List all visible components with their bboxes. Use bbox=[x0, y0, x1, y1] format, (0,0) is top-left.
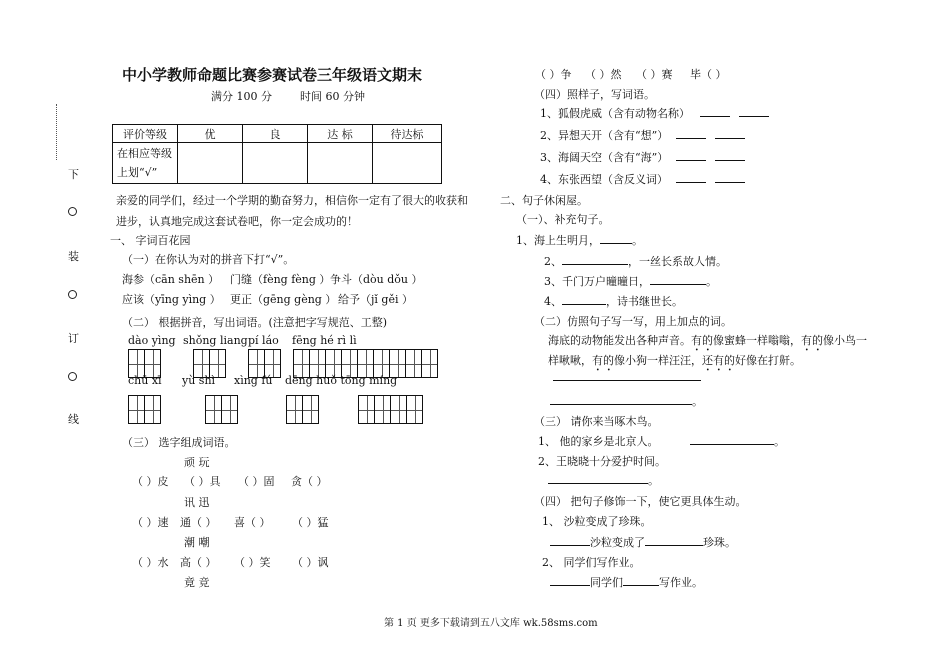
binding-circle bbox=[68, 372, 77, 381]
word-blank[interactable]: （ ）速 bbox=[132, 516, 169, 529]
passage-text: 像小狗一样汪汪， bbox=[614, 354, 702, 367]
answer-blank[interactable] bbox=[715, 182, 745, 183]
eval-cell-good[interactable] bbox=[243, 143, 308, 184]
word-blank[interactable]: （ ）讽 bbox=[292, 556, 329, 569]
pinyin-label: chū xī bbox=[128, 374, 162, 387]
answer-blank[interactable] bbox=[715, 138, 745, 139]
answer-line-wrap bbox=[548, 472, 659, 488]
binding-circle bbox=[68, 290, 77, 299]
eval-cell-excellent[interactable] bbox=[178, 143, 243, 184]
q4-item bbox=[540, 127, 745, 143]
side-char-ding: 订 bbox=[68, 332, 79, 345]
exam-time: 时间 60 分钟 bbox=[300, 90, 365, 103]
answer-blank[interactable] bbox=[676, 138, 706, 139]
s2-q2-label: （二）仿照句子写一写，用上加点的词。 bbox=[534, 315, 732, 328]
s2-q1-label: （一）、补充句子。 bbox=[516, 213, 610, 226]
q1-item[interactable]: 更正（gēng gèng ） bbox=[230, 293, 337, 306]
q1-label: （一）在你认为对的拼音下打“√”。 bbox=[122, 253, 295, 266]
pinyin-label: dēng huǒ tōng míng bbox=[285, 374, 398, 387]
word-blank[interactable]: （ ）赛 bbox=[636, 68, 673, 81]
q4-item bbox=[540, 105, 769, 121]
s2-q2-passage-line1 bbox=[548, 332, 867, 354]
period: 。 bbox=[692, 395, 703, 408]
eval-header: 评价等级 bbox=[113, 125, 178, 143]
s2-q3-label: （三） 请你来当啄木鸟。 bbox=[534, 415, 659, 428]
passage-text: 像小鸟一 bbox=[823, 334, 867, 347]
s2-q1-text: 2、 bbox=[544, 255, 562, 268]
word-blank[interactable]: 毕（ ） bbox=[690, 68, 727, 81]
q4-item bbox=[540, 149, 745, 165]
eval-row-label-line2: 上划“√” bbox=[117, 166, 158, 179]
word-blank[interactable]: （ ）皮 bbox=[132, 475, 169, 488]
eval-header: 良 bbox=[243, 125, 308, 143]
section2-heading: 二、句子休闲屋。 bbox=[500, 194, 588, 207]
answer-blank[interactable] bbox=[623, 585, 659, 586]
answer-line[interactable] bbox=[550, 404, 692, 405]
answer-blank[interactable] bbox=[600, 243, 632, 244]
word-blank[interactable]: 贪（ ） bbox=[291, 475, 328, 488]
pinyin-label: yù shì bbox=[182, 374, 216, 387]
s2-q4-item: 1、 沙粒变成了珍珠。 bbox=[542, 515, 652, 528]
dotted-word: 还有的 bbox=[702, 354, 735, 367]
fill-text: 珍珠。 bbox=[703, 536, 736, 549]
s2-q4-label: （四） 把句子修饰一下，使它更具体生动。 bbox=[534, 495, 747, 508]
full-score: 满分 100 分 bbox=[211, 90, 272, 103]
answer-blank[interactable] bbox=[550, 585, 590, 586]
s2-q1-tail: ，一丝长系故人情。 bbox=[628, 255, 727, 268]
answer-blank[interactable] bbox=[562, 264, 628, 265]
q4-item-text: 3、海阔天空（含有“海”） bbox=[540, 151, 669, 164]
word-blank[interactable]: （ ）笑 bbox=[234, 556, 271, 569]
answer-blank[interactable] bbox=[700, 116, 730, 117]
intro-line-2: 进步，认真地完成这套试卷吧，你一定会成功的！ bbox=[116, 215, 358, 228]
q4-item-text: 2、异想天开（含有“想”） bbox=[540, 129, 669, 142]
pinyin-label: xìng fú bbox=[234, 374, 273, 387]
answer-blank[interactable] bbox=[676, 182, 706, 183]
answer-blank[interactable] bbox=[690, 444, 774, 445]
fill-text: 同学们 bbox=[590, 576, 623, 589]
eval-header: 待达标 bbox=[373, 125, 442, 143]
s2-q1-text: 4、 bbox=[544, 295, 562, 308]
answer-line[interactable] bbox=[548, 483, 648, 484]
binding-circle bbox=[68, 207, 77, 216]
eval-row-label-line1: 在相应等级 bbox=[117, 147, 172, 160]
page-footer: 第 1 页 更多下载请到五八文库 wk.58sms.com bbox=[384, 618, 598, 629]
eval-cell-needs-work[interactable] bbox=[373, 143, 442, 184]
answer-grid[interactable] bbox=[286, 395, 318, 424]
char-pair: 讯 迅 bbox=[184, 496, 210, 509]
answer-blank[interactable] bbox=[650, 284, 706, 285]
section1-heading: 一、 字词百花园 bbox=[110, 234, 191, 247]
pinyin-label: dào yìng bbox=[128, 334, 176, 347]
answer-blank[interactable] bbox=[562, 304, 606, 305]
s2-q3-item bbox=[538, 433, 785, 449]
s2-q1-text: 3、千门万户曈曈日， bbox=[544, 275, 650, 288]
answer-blank[interactable] bbox=[739, 116, 769, 117]
s2-q4-item: 2、 同学们写作业。 bbox=[542, 556, 641, 569]
fill-text: 写作业。 bbox=[659, 576, 703, 589]
answer-line-wrap bbox=[550, 393, 703, 409]
eval-cell-pass[interactable] bbox=[308, 143, 373, 184]
intro-line-1: 亲爱的同学们，经过一个学期的勤奋努力，相信你一定有了很大的收获和 bbox=[116, 194, 468, 207]
q4-item bbox=[540, 171, 745, 187]
word-blank[interactable]: （ ）猛 bbox=[292, 516, 329, 529]
answer-line[interactable] bbox=[553, 380, 701, 381]
s2-q1-item bbox=[544, 273, 717, 289]
word-blank[interactable]: 喜（ ） bbox=[234, 516, 271, 529]
answer-blank[interactable] bbox=[715, 160, 745, 161]
q3-label: （三） 选字组成词语。 bbox=[122, 436, 236, 449]
fill-text: 沙粒变成了 bbox=[590, 536, 645, 549]
s2-q4-fill bbox=[550, 574, 703, 590]
q4-item-text: 4、东张西望（含反义词） bbox=[540, 173, 668, 186]
s2-q1-item bbox=[516, 232, 643, 248]
answer-grid[interactable] bbox=[128, 395, 160, 424]
word-blank[interactable]: （ ）争 bbox=[535, 68, 572, 81]
dotted-word: 有的 bbox=[691, 334, 713, 347]
evaluation-table bbox=[112, 124, 442, 184]
passage-text: 像蜜蜂一样嗡嗡， bbox=[713, 334, 801, 347]
pinyin-label: fēng hé rì lì bbox=[292, 334, 357, 347]
s2-q1-item bbox=[544, 253, 727, 269]
q1-item[interactable]: 应该（yīng yìng ） bbox=[122, 293, 221, 306]
s2-q4-fill bbox=[550, 534, 736, 550]
word-blank[interactable]: （ ）然 bbox=[585, 68, 622, 81]
passage-text: 样啾啾， bbox=[548, 354, 592, 367]
q1-item[interactable]: 海参（cān shēn ） bbox=[122, 273, 220, 286]
answer-blank[interactable] bbox=[645, 545, 703, 546]
s2-q1-text: 1、海上生明月， bbox=[516, 234, 600, 247]
period: 。 bbox=[774, 435, 785, 448]
passage-text: 海底的动物能发出各种声音。 bbox=[548, 334, 691, 347]
s2-q1-tail: ，诗书继世长。 bbox=[606, 295, 683, 308]
answer-blank[interactable] bbox=[550, 545, 590, 546]
s2-q1-tail: 。 bbox=[632, 234, 643, 247]
char-pair: 潮 嘲 bbox=[184, 536, 210, 549]
dotted-word: 有的 bbox=[592, 354, 614, 367]
pinyin-label: pí láo bbox=[248, 334, 279, 347]
answer-grid[interactable] bbox=[205, 395, 237, 424]
pinyin-label: shǒng liang bbox=[183, 334, 248, 347]
answer-grid[interactable] bbox=[358, 395, 422, 424]
s2-q1-item bbox=[544, 293, 683, 309]
word-blank[interactable]: 高（ ） bbox=[180, 556, 217, 569]
q4-label: （四）照样子，写词语。 bbox=[534, 88, 655, 101]
s2-q3-text: 1、 他的家乡是北京人。 bbox=[538, 435, 659, 448]
q1-item[interactable]: 门缝（fèng fèng ） bbox=[230, 273, 331, 286]
char-pair: 竟 竞 bbox=[184, 576, 210, 589]
side-char-xian: 线 bbox=[68, 413, 79, 426]
char-pair: 顽 玩 bbox=[184, 456, 210, 469]
q1-item[interactable]: 争斗（dòu dǒu ） bbox=[330, 273, 423, 286]
eval-row-label bbox=[113, 143, 178, 184]
q1-item[interactable]: 给予（jǐ gěi ） bbox=[338, 293, 413, 306]
q4-item-text: 1、狐假虎威（含有动物名称） bbox=[540, 107, 690, 120]
side-char-xia: 下 bbox=[68, 168, 79, 181]
word-blank[interactable]: 通（ ） bbox=[180, 516, 217, 529]
s2-q3-item: 2、王晓晓十分爱护时间。 bbox=[538, 455, 666, 468]
eval-header: 达 标 bbox=[308, 125, 373, 143]
s2-q2-passage-line2 bbox=[548, 352, 801, 374]
passage-text: 好像在打鼾。 bbox=[735, 354, 801, 367]
dotted-word: 有的 bbox=[801, 334, 823, 347]
side-char-zhuang: 装 bbox=[68, 250, 79, 263]
binding-line-top bbox=[56, 104, 57, 160]
word-blank[interactable]: （ ）水 bbox=[132, 556, 169, 569]
s2-q1-tail: 。 bbox=[706, 275, 717, 288]
period: 。 bbox=[648, 474, 659, 487]
exam-title: 中小学教师命题比赛参赛试卷三年级语文期末 bbox=[122, 66, 423, 84]
eval-header: 优 bbox=[178, 125, 243, 143]
word-blank[interactable]: （ ）具 bbox=[184, 475, 221, 488]
answer-blank[interactable] bbox=[676, 160, 706, 161]
q2-label: （二） 根据拼音，写出词语。(注意把字写规范、工整) bbox=[122, 316, 388, 329]
word-blank[interactable]: （ ）固 bbox=[238, 475, 275, 488]
